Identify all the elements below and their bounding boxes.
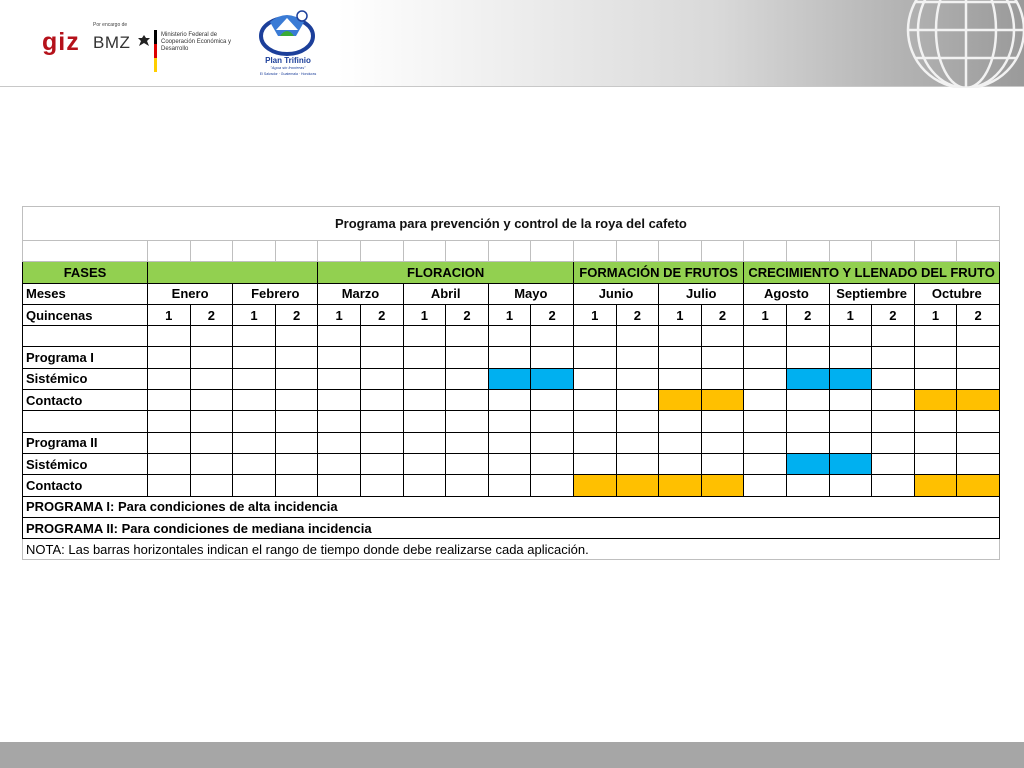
schedule-cell (829, 432, 872, 453)
bmz-caption: Por encargo de (93, 22, 128, 28)
empty-cell (659, 241, 702, 262)
table-row (23, 475, 1000, 496)
schedule-cell (190, 411, 233, 432)
quincena-header: 2 (786, 304, 829, 325)
quincena-header: 1 (573, 304, 616, 325)
schedule-cell (531, 432, 574, 453)
schedule-cell (233, 432, 276, 453)
schedule-cell (957, 368, 1000, 389)
schedule-cell (914, 368, 957, 389)
plan-trifinio-slogan: "Agua sin fronteras" (270, 65, 306, 70)
sistemico-bar-cell (829, 453, 872, 474)
schedule-cell (403, 453, 446, 474)
schedule-cell (829, 411, 872, 432)
schedule-cell (573, 453, 616, 474)
row-label: Sistémico (23, 368, 148, 389)
schedule-cell (488, 411, 531, 432)
schedule-cell (744, 411, 787, 432)
schedule-cell (659, 411, 702, 432)
empty-cell (488, 241, 531, 262)
schedule-cell (318, 453, 361, 474)
schedule-cell (488, 390, 531, 411)
schedule-cell (914, 347, 957, 368)
schedule-cell (318, 326, 361, 347)
fases-label: FASES (23, 262, 148, 283)
schedule-table (22, 206, 1000, 560)
row-label: Programa II (23, 432, 148, 453)
schedule-cell (701, 453, 744, 474)
quincena-header: 1 (148, 304, 191, 325)
empty-cell (914, 241, 957, 262)
schedule-cell (573, 368, 616, 389)
schedule-cell (360, 326, 403, 347)
schedule-cell (957, 432, 1000, 453)
schedule-cell (573, 390, 616, 411)
quincena-header: 1 (403, 304, 446, 325)
empty-cell (829, 241, 872, 262)
schedule-cell (148, 347, 191, 368)
schedule-cell (148, 326, 191, 347)
sistemico-bar-cell (829, 368, 872, 389)
note-text: NOTA: Las barras horizontales indican el rango de tiempo donde debe realizarse cada aplicación. (23, 539, 1000, 560)
schedule-cell (744, 453, 787, 474)
table-row (23, 432, 1000, 453)
empty-cell (701, 241, 744, 262)
note-row (23, 517, 1000, 538)
header-band (0, 0, 1024, 87)
schedule-cell (190, 453, 233, 474)
schedule-cell (914, 453, 957, 474)
schedule-cell (190, 432, 233, 453)
schedule-cell (148, 453, 191, 474)
schedule-cell (403, 326, 446, 347)
table-row (23, 390, 1000, 411)
schedule-cell (616, 411, 659, 432)
quincena-header: 2 (446, 304, 489, 325)
schedule-cell (531, 453, 574, 474)
empty-cell (148, 241, 191, 262)
schedule-cell (616, 453, 659, 474)
schedule-cell (829, 326, 872, 347)
spreadsheet (22, 206, 1000, 560)
schedule-cell (872, 390, 915, 411)
sistemico-bar-cell (488, 368, 531, 389)
spacer-row (23, 241, 1000, 262)
schedule-cell (148, 432, 191, 453)
schedule-cell (616, 347, 659, 368)
schedule-cell (446, 390, 489, 411)
schedule-cell (573, 326, 616, 347)
months-row (23, 283, 1000, 304)
empty-cell (573, 241, 616, 262)
schedule-cell (872, 326, 915, 347)
month-header: Febrero (233, 283, 318, 304)
schedule-cell (360, 390, 403, 411)
schedule-cell (275, 347, 318, 368)
german-flag-bar (154, 30, 157, 72)
schedule-cell (744, 475, 787, 496)
schedule-cell (914, 326, 957, 347)
schedule-cell (872, 453, 915, 474)
schedule-cell (914, 411, 957, 432)
giz-logo: giz (42, 28, 80, 56)
schedule-cell (744, 390, 787, 411)
schedule-cell (786, 347, 829, 368)
schedule-cell (446, 432, 489, 453)
globe-icon (896, 0, 1024, 88)
row-label: Programa I (23, 347, 148, 368)
schedule-cell (275, 432, 318, 453)
plan-trifinio-emblem-icon (256, 6, 318, 56)
schedule-cell (190, 368, 233, 389)
schedule-cell (786, 475, 829, 496)
schedule-cell (148, 475, 191, 496)
schedule-cell (744, 368, 787, 389)
empty-cell (275, 241, 318, 262)
schedule-cell (233, 411, 276, 432)
schedule-cell (573, 411, 616, 432)
schedule-cell (275, 326, 318, 347)
schedule-cell (659, 368, 702, 389)
schedule-cell (190, 390, 233, 411)
schedule-cell (914, 432, 957, 453)
contacto-bar-cell (914, 475, 957, 496)
quincena-header: 2 (531, 304, 574, 325)
schedule-cell (744, 326, 787, 347)
schedule-cell (872, 432, 915, 453)
month-header: Junio (573, 283, 658, 304)
month-header: Mayo (488, 283, 573, 304)
schedule-cell (872, 347, 915, 368)
schedule-cell (275, 453, 318, 474)
schedule-cell (275, 368, 318, 389)
schedule-cell (403, 368, 446, 389)
schedule-cell (190, 347, 233, 368)
table-row (23, 347, 1000, 368)
bmz-logo: BMZ (93, 33, 131, 52)
phase-header (148, 262, 318, 283)
schedule-cell (531, 326, 574, 347)
schedule-cell (616, 368, 659, 389)
meses-label: Meses (23, 283, 148, 304)
schedule-cell (488, 326, 531, 347)
quincena-header: 2 (957, 304, 1000, 325)
plan-trifinio-name: Plan Trifinio (265, 56, 311, 65)
schedule-cell (957, 411, 1000, 432)
schedule-cell (659, 326, 702, 347)
phase-header: FLORACION (318, 262, 574, 283)
contacto-bar-cell (659, 475, 702, 496)
schedule-cell (957, 453, 1000, 474)
quincena-header: 1 (744, 304, 787, 325)
phases-row (23, 262, 1000, 283)
contacto-bar-cell (957, 475, 1000, 496)
schedule-cell (360, 475, 403, 496)
contacto-bar-cell (957, 390, 1000, 411)
table-row (23, 368, 1000, 389)
schedule-cell (190, 475, 233, 496)
schedule-cell (573, 432, 616, 453)
row-label (23, 326, 148, 347)
schedule-cell (701, 368, 744, 389)
schedule-cell (446, 368, 489, 389)
note-row (23, 539, 1000, 560)
contacto-bar-cell (659, 390, 702, 411)
table-row (23, 411, 1000, 432)
plan-trifinio-countries: El Salvador · Guatemala · Honduras (259, 72, 317, 76)
empty-cell (233, 241, 276, 262)
schedule-cell (360, 347, 403, 368)
row-label: Contacto (23, 390, 148, 411)
schedule-cell (233, 453, 276, 474)
empty-cell (190, 241, 233, 262)
schedule-cell (488, 453, 531, 474)
empty-cell (616, 241, 659, 262)
schedule-cell (488, 475, 531, 496)
empty-cell (403, 241, 446, 262)
schedule-cell (829, 390, 872, 411)
quincena-header: 1 (659, 304, 702, 325)
empty-cell (786, 241, 829, 262)
schedule-cell (488, 347, 531, 368)
empty-cell (744, 241, 787, 262)
schedule-cell (786, 390, 829, 411)
quincena-header: 1 (488, 304, 531, 325)
footer-band (0, 742, 1024, 768)
schedule-cell (744, 347, 787, 368)
schedule-cell (318, 347, 361, 368)
empty-cell (872, 241, 915, 262)
schedule-cell (701, 411, 744, 432)
schedule-cell (360, 432, 403, 453)
empty-cell (360, 241, 403, 262)
schedule-cell (616, 326, 659, 347)
schedule-cell (403, 347, 446, 368)
table-row (23, 326, 1000, 347)
schedule-cell (275, 390, 318, 411)
eagle-icon (137, 34, 151, 50)
schedule-cell (318, 475, 361, 496)
schedule-cell (531, 475, 574, 496)
quincena-header: 2 (701, 304, 744, 325)
schedule-cell (659, 453, 702, 474)
schedule-cell (786, 432, 829, 453)
quincena-header: 2 (275, 304, 318, 325)
schedule-cell (275, 411, 318, 432)
schedule-cell (446, 475, 489, 496)
schedule-cell (957, 347, 1000, 368)
schedule-cell (318, 390, 361, 411)
row-label: Contacto (23, 475, 148, 496)
row-label (23, 411, 148, 432)
schedule-cell (446, 326, 489, 347)
phase-header: FORMACIÓN DE FRUTOS (573, 262, 743, 283)
schedule-cell (446, 411, 489, 432)
row-label: Sistémico (23, 453, 148, 474)
schedule-cell (786, 326, 829, 347)
month-header: Septiembre (829, 283, 914, 304)
quincenas-row (23, 304, 1000, 325)
schedule-cell (190, 326, 233, 347)
sistemico-bar-cell (531, 368, 574, 389)
schedule-cell (318, 411, 361, 432)
contacto-bar-cell (701, 390, 744, 411)
schedule-cell (573, 347, 616, 368)
schedule-cell (872, 475, 915, 496)
ministry-text: Ministerio Federal de Cooperación Económica y Desarrollo (161, 32, 232, 52)
schedule-cell (701, 347, 744, 368)
schedule-cell (233, 368, 276, 389)
schedule-cell (403, 411, 446, 432)
table-title: Programa para prevención y control de la roya del cafeto (23, 207, 1000, 241)
quincena-header: 2 (616, 304, 659, 325)
schedule-cell (148, 411, 191, 432)
schedule-cell (531, 411, 574, 432)
schedule-cell (275, 475, 318, 496)
quincena-header: 1 (829, 304, 872, 325)
contacto-bar-cell (616, 475, 659, 496)
quincena-header: 1 (233, 304, 276, 325)
empty-cell (531, 241, 574, 262)
schedule-cell (957, 326, 1000, 347)
schedule-cell (701, 432, 744, 453)
schedule-cell (744, 432, 787, 453)
schedule-cell (360, 368, 403, 389)
schedule-cell (446, 347, 489, 368)
schedule-cell (233, 390, 276, 411)
schedule-cell (872, 368, 915, 389)
schedule-cell (360, 411, 403, 432)
empty-cell (23, 241, 148, 262)
quincenas-label: Quincenas (23, 304, 148, 325)
month-header: Julio (659, 283, 744, 304)
sistemico-bar-cell (786, 368, 829, 389)
month-header: Agosto (744, 283, 829, 304)
schedule-cell (786, 411, 829, 432)
schedule-cell (659, 432, 702, 453)
schedule-cell (148, 368, 191, 389)
schedule-cell (531, 390, 574, 411)
schedule-cell (531, 347, 574, 368)
empty-cell (957, 241, 1000, 262)
month-header: Enero (148, 283, 233, 304)
quincena-header: 1 (318, 304, 361, 325)
month-header: Abril (403, 283, 488, 304)
schedule-cell (233, 326, 276, 347)
month-header: Marzo (318, 283, 403, 304)
empty-cell (318, 241, 361, 262)
schedule-cell (233, 347, 276, 368)
schedule-cell (403, 432, 446, 453)
schedule-cell (872, 411, 915, 432)
quincena-header: 1 (914, 304, 957, 325)
note-text: PROGRAMA II: Para condiciones de mediana incidencia (23, 517, 1000, 538)
schedule-cell (148, 390, 191, 411)
schedule-cell (403, 475, 446, 496)
schedule-cell (233, 475, 276, 496)
month-header: Octubre (914, 283, 999, 304)
table-row (23, 453, 1000, 474)
contacto-bar-cell (573, 475, 616, 496)
title-row (23, 207, 1000, 241)
schedule-cell (659, 347, 702, 368)
schedule-cell (616, 390, 659, 411)
schedule-cell (403, 390, 446, 411)
schedule-cell (829, 475, 872, 496)
note-row (23, 496, 1000, 517)
schedule-cell (360, 453, 403, 474)
schedule-cell (829, 347, 872, 368)
sistemico-bar-cell (786, 453, 829, 474)
contacto-bar-cell (701, 475, 744, 496)
note-text: PROGRAMA I: Para condiciones de alta incidencia (23, 496, 1000, 517)
empty-cell (446, 241, 489, 262)
schedule-cell (318, 368, 361, 389)
contacto-bar-cell (914, 390, 957, 411)
schedule-cell (446, 453, 489, 474)
quincena-header: 2 (360, 304, 403, 325)
schedule-cell (488, 432, 531, 453)
schedule-cell (701, 326, 744, 347)
quincena-header: 2 (190, 304, 233, 325)
schedule-cell (616, 432, 659, 453)
schedule-cell (318, 432, 361, 453)
phase-header: CRECIMIENTO Y LLENADO DEL FRUTO (744, 262, 1000, 283)
quincena-header: 2 (872, 304, 915, 325)
